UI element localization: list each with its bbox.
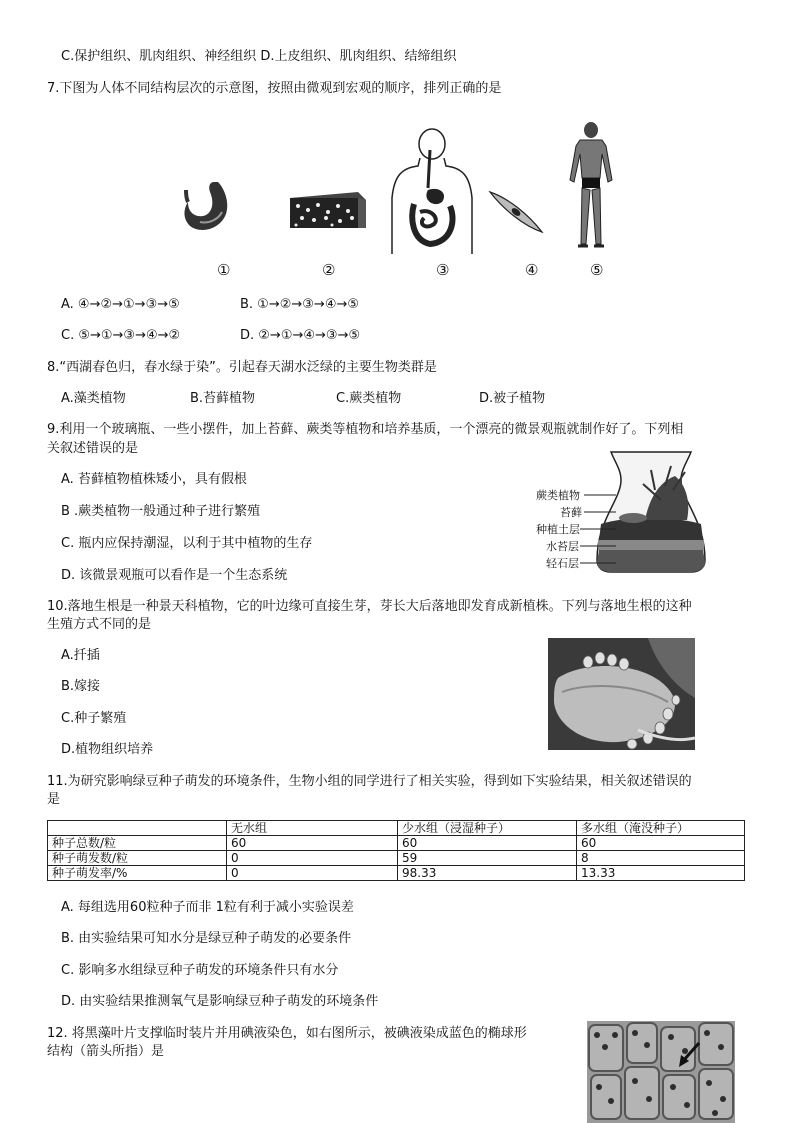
elodea-cells-micrograph xyxy=(587,1021,735,1123)
q9-option-c: C. 瓶内应保持潮湿，以利于其中植物的生存 xyxy=(61,536,313,551)
q7-label-2: ② xyxy=(322,261,336,279)
q10-option-c: C.种子繁殖 xyxy=(61,711,127,726)
q11-option-c: C. 影响多水组绿豆种子萌发的环境条件只有水分 xyxy=(61,963,339,978)
table-cell: 0 xyxy=(227,851,398,866)
tissue-block-figure xyxy=(286,188,370,236)
terrarium-label-pumice: 轻石层 xyxy=(546,557,579,570)
q7-option-b: B. ①→②→③→④→⑤ xyxy=(240,297,360,312)
table-cell: 60 xyxy=(398,836,577,851)
table-header-cell: 少水组（浸湿种子） xyxy=(398,821,577,836)
q6-option-cd: C.保护组织、肌肉组织、神经组织 D.上皮组织、肌肉组织、结缔组织 xyxy=(61,49,457,64)
table-cell: 60 xyxy=(577,836,745,851)
q7-option-d: D. ②→①→④→③→⑤ xyxy=(240,328,361,343)
q10-option-a: A.扦插 xyxy=(61,648,100,663)
table-header-cell: 多水组（淹没种子） xyxy=(577,821,745,836)
q8-option-d: D.被子植物 xyxy=(479,391,546,406)
table-cell: 种子总数/粒 xyxy=(48,836,227,851)
q11-stem-line2: 是 xyxy=(47,792,61,807)
table-header-row xyxy=(48,821,745,836)
q9-option-a: A. 苔藓植物植株矮小，具有假根 xyxy=(61,472,247,487)
terrarium-leader-lines xyxy=(580,486,620,566)
q11-option-a: A. 每组选用60粒种子而非 1粒有利于减小实验误差 xyxy=(61,900,354,915)
terrarium-label-sphagnum: 水苔层 xyxy=(546,540,579,553)
q7-option-a: A. ④→②→①→③→⑤ xyxy=(61,297,180,312)
q9-stem-line1: 9.利用一个玻璃瓶、一些小摆件，加上苔藓、蕨类等植物和培养基质，一个漂亮的微景观瓶就制作好了。下列相 xyxy=(47,422,684,437)
q9-option-d: D. 该微景观瓶可以看作是一个生态系统 xyxy=(61,568,288,583)
terrarium-label-fern: 蕨类植物 xyxy=(536,489,580,502)
table-header-cell xyxy=(48,821,227,836)
table-row xyxy=(48,836,745,851)
digestive-system-figure xyxy=(390,128,474,256)
q8-option-b: B.苔藓植物 xyxy=(190,391,256,406)
table-cell: 种子萌发数/粒 xyxy=(48,851,227,866)
table-header-cell: 无水组 xyxy=(227,821,398,836)
q10-option-d: D.植物组织培养 xyxy=(61,742,154,757)
q12-stem-line2: 结构（箭头所指）是 xyxy=(47,1044,165,1059)
table-cell: 8 xyxy=(577,851,745,866)
table-cell: 0 xyxy=(227,866,398,881)
q10-stem-line1: 10.落地生根是一种景天科植物，它的叶边缘可直接生芽，芽长大后落地即发育成新植株。下列与落地生根的这种 xyxy=(47,599,692,614)
q11-option-b: B. 由实验结果可知水分是绿豆种子萌发的必要条件 xyxy=(61,931,352,946)
q9-option-b: B .蕨类植物一般通过种子进行繁殖 xyxy=(61,504,261,519)
table-cell: 59 xyxy=(398,851,577,866)
table-cell: 98.33 xyxy=(398,866,577,881)
q10-stem-line2: 生殖方式不同的是 xyxy=(47,617,152,632)
q11-stem-line1: 11.为研究影响绿豆种子萌发的环境条件，生物小组的同学进行了相关实验，得到如下实验结果，相关叙述错误的 xyxy=(47,774,692,789)
q8-stem: 8.“西湖春色归，春水绿于染”。引起春天湖水泛绿的主要生物类群是 xyxy=(47,360,437,375)
q7-option-c: C. ⑤→①→③→④→② xyxy=(61,328,181,343)
q11-option-d: D. 由实验结果推测氧气是影响绿豆种子萌发的环境条件 xyxy=(61,994,379,1009)
table-cell: 13.33 xyxy=(577,866,745,881)
q7-label-1: ① xyxy=(217,261,231,279)
q8-option-c: C.蕨类植物 xyxy=(336,391,402,406)
q7-label-5: ⑤ xyxy=(590,261,604,279)
human-body-figure xyxy=(568,120,614,256)
q10-option-b: B.嫁接 xyxy=(61,679,101,694)
table-row xyxy=(48,851,745,866)
q9-stem-line2: 关叙述错误的是 xyxy=(47,441,139,456)
kalanchoe-leaf-photo xyxy=(548,638,695,750)
q7-label-4: ④ xyxy=(525,261,539,279)
table-cell: 种子萌发率/% xyxy=(48,866,227,881)
terrarium-label-soil: 种植土层 xyxy=(536,523,580,536)
muscle-cell-figure xyxy=(488,188,544,234)
q8-option-a: A.藻类植物 xyxy=(61,391,126,406)
q7-label-3: ③ xyxy=(436,261,450,279)
table-cell: 60 xyxy=(227,836,398,851)
terrarium-label-moss: 苔藓 xyxy=(560,506,582,519)
table-row xyxy=(48,866,745,881)
germination-results-table xyxy=(47,820,745,881)
stomach-figure xyxy=(180,178,232,236)
q12-stem-line1: 12. 将黑藻叶片支撑临时装片并用碘液染色，如右图所示，被碘液染成蓝色的椭球形 xyxy=(47,1026,527,1041)
q7-stem: 7.下图为人体不同结构层次的示意图，按照由微观到宏观的顺序，排列正确的是 xyxy=(47,81,502,96)
